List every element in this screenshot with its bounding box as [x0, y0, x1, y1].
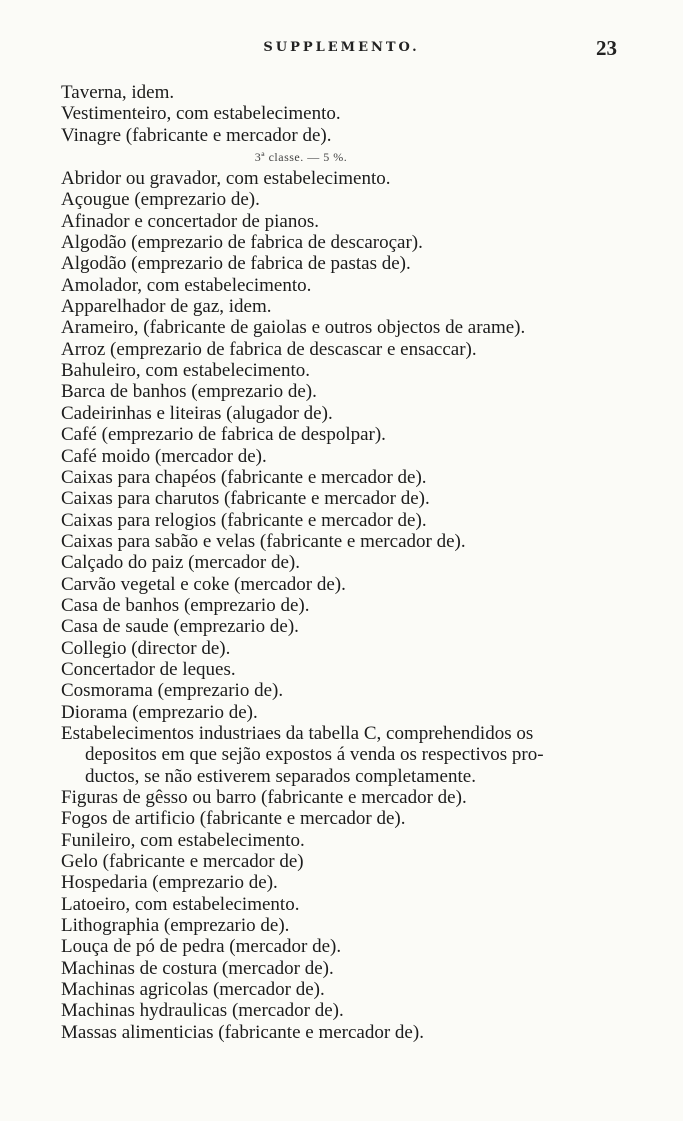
list-item: Machinas de costura (mercador de).: [61, 957, 334, 979]
list-item: Caixas para sabão e velas (fabricante e mercador de).: [61, 530, 466, 552]
list-item-continuation: ductos, se não estiverem separados completamente.: [85, 765, 476, 787]
list-item: Cadeirinhas e liteiras (alugador de).: [61, 402, 333, 424]
list-item: Calçado do paiz (mercador de).: [61, 552, 300, 574]
list-item: Collegio (director de).: [61, 637, 231, 659]
list-item: Caixas para chapéos (fabricante e mercador de).: [61, 466, 427, 488]
list-item: Casa de saude (emprezario de).: [61, 616, 299, 638]
list-item: Figuras de gêsso ou barro (fabricante e mercador de).: [61, 787, 467, 808]
list-item: Algodão (emprezario de fabrica de pastas de).: [61, 253, 411, 275]
list-item: Caixas para charutos (fabricante e mercador de).: [61, 488, 430, 510]
list-item: Concertador de leques.: [61, 658, 236, 680]
running-head: [0, 36, 683, 64]
list-item: Massas alimenticias (fabricante e mercador de).: [61, 1021, 424, 1043]
list-item: Fogos de artificio (fabricante e mercador de).: [61, 808, 406, 830]
text-line: Vestimenteiro, com estabelecimento.: [61, 103, 341, 125]
list-item: Louça de pó de pedra (mercador de).: [61, 936, 342, 958]
list-item: Café moido (mercador de).: [61, 445, 267, 467]
list-item: Barca de banhos (emprezario de).: [61, 381, 317, 403]
body-text: [61, 82, 621, 1043]
list-item: Apparelhador de gaz, idem.: [61, 296, 272, 318]
list-item: Algodão (emprezario de fabrica de descaroçar).: [61, 232, 423, 254]
list-item: Arameiro, (fabricante de gaiolas e outros objectos de arame).: [61, 317, 526, 339]
list-item-continuation: depositos em que sejão expostos á venda os respectivos pro-: [85, 744, 544, 766]
text-line: Taverna, idem.: [61, 82, 175, 103]
list-item-estabelecimentos: Estabelecimentos industriaes da tabella C, comprehendidos os: [61, 722, 534, 744]
list-item: Afinador e concertador de pianos.: [61, 210, 319, 232]
running-title: SUPPLEMENTO.: [263, 40, 420, 55]
page-number: 23: [596, 36, 617, 60]
list-item: Casa de banhos (emprezario de).: [61, 594, 310, 616]
list-item: Arroz (emprezario de fabrica de descascar e ensaccar).: [61, 338, 477, 360]
list-item: Abridor ou gravador, com estabelecimento.: [61, 168, 391, 190]
list-item: Bahuleiro, com estabelecimento.: [61, 360, 311, 382]
list-item: Diorama (emprezario de).: [61, 701, 258, 723]
list-item: Funileiro, com estabelecimento.: [61, 829, 305, 851]
list-item: Carvão vegetal e coke (mercador de).: [61, 573, 346, 595]
list-item: Açougue (emprezario de).: [61, 189, 260, 211]
list-item: Machinas hydraulicas (mercador de).: [61, 1000, 344, 1022]
list-item: Caixas para relogios (fabricante e mercador de).: [61, 509, 427, 531]
list-item: Café (emprezario de fabrica de despolpar).: [61, 424, 386, 446]
list-item: Machinas agricolas (mercador de).: [61, 979, 325, 1001]
list-item: Cosmorama (emprezario de).: [61, 680, 284, 702]
text-line: Vinagre (fabricante e mercador de).: [61, 124, 332, 146]
list-item: Lithographia (emprezario de).: [61, 915, 290, 937]
list-item: Latoeiro, com estabelecimento.: [61, 893, 300, 915]
list-item: Gelo (fabricante e mercador de): [61, 851, 304, 873]
list-item: Amolador, com estabelecimento.: [61, 274, 312, 296]
section-heading: 3ª classe. — 5 %.: [254, 150, 348, 165]
list-item: Hospedaria (emprezario de).: [61, 872, 278, 894]
